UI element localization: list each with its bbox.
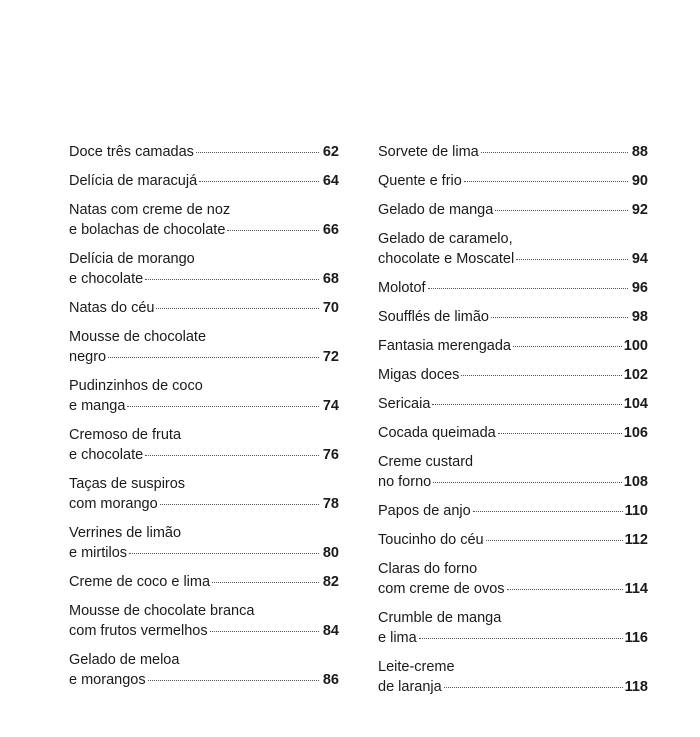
toc-page-number: 114 [624, 581, 648, 597]
toc-page-number: 90 [631, 173, 648, 189]
toc-page-number: 84 [322, 623, 339, 639]
toc-entry-title: e bolachas de chocolate [69, 222, 226, 238]
dot-leader [473, 511, 623, 512]
toc-entry [378, 171, 648, 191]
toc-page-number: 102 [623, 367, 648, 383]
toc-entry [69, 572, 339, 592]
dot-leader [227, 230, 319, 231]
toc-entry [378, 559, 648, 599]
toc-entry [69, 376, 339, 416]
dot-leader [145, 455, 319, 456]
toc-page-number: 74 [322, 398, 339, 414]
toc-page-number: 80 [322, 545, 339, 561]
toc-entry-title: Gelado de caramelo, [378, 231, 513, 247]
toc-page-number: 106 [623, 425, 648, 441]
toc-entry-title: Delícia de maracujá [69, 173, 198, 189]
toc-entry [378, 200, 648, 220]
toc-entry-title: Cocada queimada [378, 425, 496, 441]
toc-page-number: 72 [322, 349, 339, 365]
dot-leader [210, 631, 319, 632]
toc-entry [378, 423, 648, 443]
toc-entry-title: e manga [69, 398, 126, 414]
toc-column-right [378, 142, 648, 706]
toc-entry [69, 327, 339, 367]
toc-page-number: 110 [624, 503, 648, 519]
dot-leader [129, 553, 319, 554]
dot-leader [156, 308, 319, 309]
toc-entry-title: com frutos vermelhos [69, 623, 208, 639]
toc-page-number: 100 [623, 338, 648, 354]
toc-entry-title: Sericaia [378, 396, 431, 412]
toc-entry-title: e chocolate [69, 447, 144, 463]
toc-entry-title: Taças de suspiros [69, 476, 186, 492]
dot-leader [495, 210, 628, 211]
toc-page-number: 118 [624, 679, 648, 695]
toc-entry [69, 298, 339, 318]
dot-leader [419, 638, 623, 639]
toc-entry-title: Natas do céu [69, 300, 155, 316]
toc-entry-title: Verrines de limão [69, 525, 182, 541]
toc-entry-title: Mousse de chocolate branca [69, 603, 255, 619]
toc-entry [69, 523, 339, 563]
dot-leader [160, 504, 319, 505]
toc-entry-title: Sorvete de lima [378, 144, 479, 160]
toc-entry-title: de laranja [378, 679, 442, 695]
dot-leader [513, 346, 622, 347]
toc-entry [378, 452, 648, 492]
toc-page-number: 70 [322, 300, 339, 316]
toc-entry [378, 278, 648, 298]
toc-entry-title: Gelado de meloa [69, 652, 180, 668]
toc-entry-title: Migas doces [378, 367, 460, 383]
toc-page-number: 64 [322, 173, 339, 189]
toc-entry [69, 425, 339, 465]
toc-page-number: 76 [322, 447, 339, 463]
toc-entry [378, 229, 648, 269]
toc-entry-title: Crumble de manga [378, 610, 502, 626]
toc-entry-title: Molotof [378, 280, 426, 296]
dot-leader [498, 433, 622, 434]
dot-leader [428, 288, 628, 289]
toc-entry-title: chocolate e Moscatel [378, 251, 515, 267]
toc-entry [69, 200, 339, 240]
toc-entry-title: Fantasia merengada [378, 338, 511, 354]
toc-entry-title: Mousse de chocolate [69, 329, 207, 345]
toc-column-left [69, 142, 339, 699]
dot-leader [108, 357, 319, 358]
toc-entry-title: Toucinho do céu [378, 532, 484, 548]
dot-leader [433, 482, 622, 483]
toc-page-number: 68 [322, 271, 339, 287]
toc-page-number: 88 [631, 144, 648, 160]
toc-entry [378, 394, 648, 414]
dot-leader [148, 680, 319, 681]
toc-entry [378, 142, 648, 162]
toc-page-number: 66 [322, 222, 339, 238]
toc-entry [69, 650, 339, 690]
toc-page-number: 82 [322, 574, 339, 590]
toc-page-number: 62 [322, 144, 339, 160]
toc-entry [69, 474, 339, 514]
toc-entry [378, 307, 648, 327]
toc-entry [378, 365, 648, 385]
toc-entry-title: Natas com creme de noz [69, 202, 231, 218]
dot-leader [196, 152, 319, 153]
toc-entry-title: e morangos [69, 672, 146, 688]
toc-page-number: 78 [322, 496, 339, 512]
toc-page-number: 116 [624, 630, 648, 646]
toc-entry-title: Cremoso de fruta [69, 427, 182, 443]
toc-entry [378, 336, 648, 356]
toc-page-number: 98 [631, 309, 648, 325]
dot-leader [507, 589, 623, 590]
toc-entry [378, 657, 648, 697]
toc-entry-title: Doce três camadas [69, 144, 194, 160]
toc-entry [378, 608, 648, 648]
toc-entry-title: Creme custard [378, 454, 474, 470]
toc-entry-title: com morango [69, 496, 158, 512]
toc-entry-title: Soufflés de limão [378, 309, 489, 325]
dot-leader [212, 582, 319, 583]
toc-entry [378, 530, 648, 550]
dot-leader [145, 279, 319, 280]
toc-page-number: 96 [631, 280, 648, 296]
toc-page-number: 86 [322, 672, 339, 688]
dot-leader [444, 687, 623, 688]
toc-entry-title: negro [69, 349, 107, 365]
toc-page-number: 94 [631, 251, 648, 267]
toc-entry [69, 601, 339, 641]
toc-entry [378, 501, 648, 521]
toc-entry-title: com creme de ovos [378, 581, 505, 597]
toc-entry-title: Quente e frio [378, 173, 462, 189]
dot-leader [127, 406, 319, 407]
dot-leader [516, 259, 628, 260]
toc-entry-title: Creme de coco e lima [69, 574, 211, 590]
toc-entry [69, 142, 339, 162]
dot-leader [491, 317, 628, 318]
dot-leader [464, 181, 628, 182]
toc-entry-title: e chocolate [69, 271, 144, 287]
dot-leader [432, 404, 621, 405]
toc-entry-title: Pudinzinhos de coco [69, 378, 203, 394]
dot-leader [199, 181, 319, 182]
toc-entry-title: Gelado de manga [378, 202, 494, 218]
toc-entry [69, 249, 339, 289]
toc-entry-title: e mirtilos [69, 545, 128, 561]
toc-entry-title: no forno [378, 474, 432, 490]
toc-entry-title: Claras do forno [378, 561, 478, 577]
dot-leader [461, 375, 621, 376]
toc-entry-title: e lima [378, 630, 417, 646]
toc-entry-title: Leite-creme [378, 659, 455, 675]
toc-entry-title: Papos de anjo [378, 503, 471, 519]
toc-page-number: 92 [631, 202, 648, 218]
toc-entry [69, 171, 339, 191]
toc-page-number: 112 [624, 532, 648, 548]
toc-page-number: 104 [623, 396, 648, 412]
toc-page-number: 108 [623, 474, 648, 490]
dot-leader [486, 540, 623, 541]
toc-entry-title: Delícia de morango [69, 251, 195, 267]
dot-leader [481, 152, 628, 153]
